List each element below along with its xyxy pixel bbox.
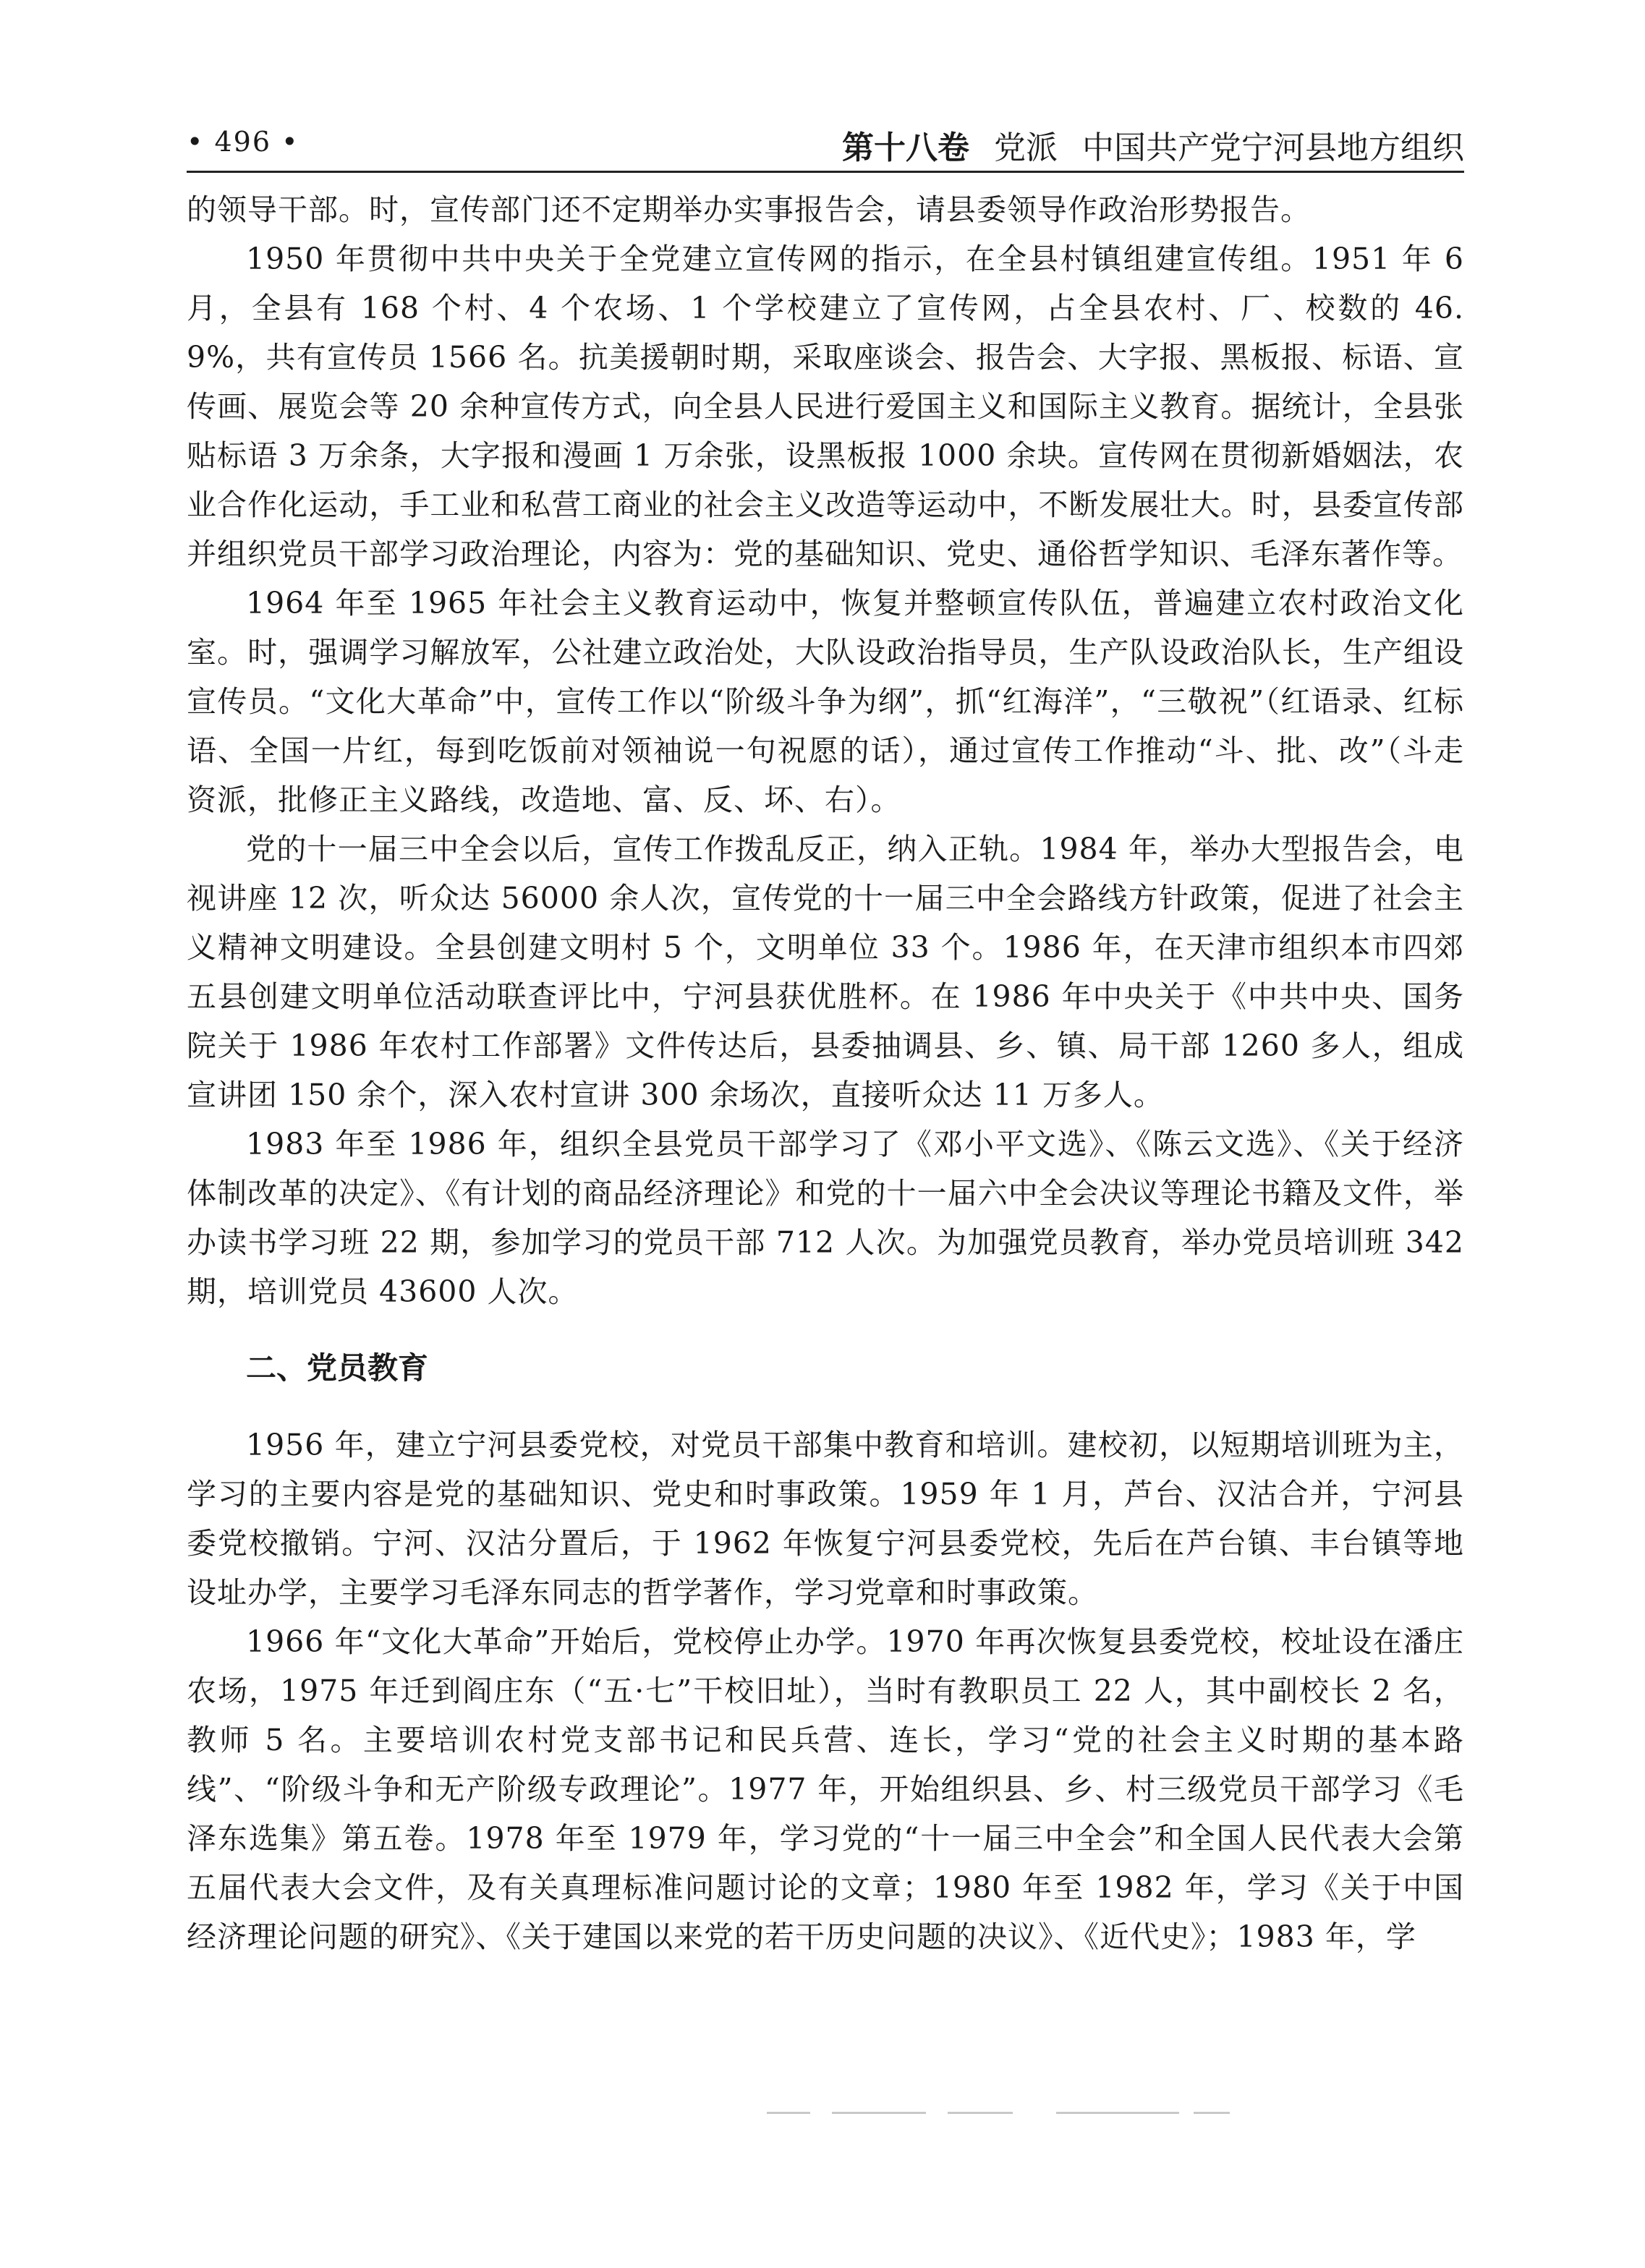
page-number: • 496 • [187, 126, 299, 158]
section-heading: 二、党员教育 [246, 1350, 429, 1386]
page-header [187, 116, 1464, 166]
volume-label: 第十八卷 [842, 129, 969, 166]
scan-speck [832, 2112, 926, 2114]
scan-artifact [767, 2112, 1230, 2118]
header-divider [187, 171, 1464, 173]
paragraph: 1964 年至 1965 年社会主义教育运动中，恢复并整顿宣传队伍，普遍建立农村政治文化室。时，强调学习解放军，公社建立政治处，大队设政治指导员，生产队设政治队长，生产组设宣传员。“文化大革命”中，宣传工作以“阶级斗争为纲”，抓“红海洋”，“三敬祝”（红语录、红标语、全国一片红，每到吃饭前对领袖说一句祝愿的话），通过宣传工作推动“斗、批、改”（斗走资派，批修正主义路线，改造地、富、反、坏、右）。 [187, 586, 1464, 817]
running-title [842, 122, 1464, 168]
paragraph: 党的十一届三中全会以后，宣传工作拨乱反正，纳入正轨。1984 年，举办大型报告会，电视讲座 12 次，听众达 56000 余人次，宣传党的十一届三中全会路线方针政策，促进了社会主义精神文明建设。全县创建文明村 5 个，文明单位 33 个。1986 年，在天津市组织本市四郊五县创建文明单位活动联查评比中，宁河县获优胜杯。在 1986 年中央关于《中共中央、国务院关于 1986 年农村工作部署》文件传达后，县委抽调县、乡、镇、局干部 1260 多人，组成宣讲团 150 余个，深入农村宣讲 300 余场次，直接听众达 11 万多人。 [187, 832, 1464, 1112]
body-text [187, 185, 1464, 1961]
paragraph: 的领导干部。时，宣传部门还不定期举办实事报告会，请县委领导作政治形势报告。 [187, 192, 1311, 227]
paragraph: 1950 年贯彻中共中央关于全党建立宣传网的指示，在全县村镇组建宣传组。1951 年 6 月，全县有 168 个村、4 个农场、1 个学校建立了宣传网，占全县农村、厂、校数的 46. 9%，共有宣传员 1566 名。抗美援朝时期，采取座谈会、报告会、大字报、黑板报、标语、宣传画、展览会等 20 余种宣传方式，向全县人民进行爱国主义和国际主义教育。据统计，全县张贴标语 3 万余条，大字报和漫画 1 万余张，设黑板报 1000 余块。宣传网在贯彻新婚姻法，农业合作化运动，手工业和私营工商业的社会主义改造等运动中，不断发展壮大。时，县委宣传部并组织党员干部学习政治理论，内容为：党的基础知识、党史、通俗哲学知识、毛泽东著作等。 [187, 242, 1464, 571]
scan-speck [767, 2112, 810, 2114]
chapter-label: 中国共产党宁河县地方组织 [1082, 129, 1464, 166]
paragraph: 1983 年至 1986 年，组织全县党员干部学习了《邓小平文选》、《陈云文选》、《关于经济体制改革的决定》、《有计划的商品经济理论》和党的十一届六中全会决议等理论书籍及文件，举办读书学习班 22 期，参加学习的党员干部 712 人次。为加强党员教育，举办党员培训班 342 期，培训党员 43600 人次。 [187, 1127, 1464, 1309]
paragraph: 1966 年“文化大革命”开始后，党校停止办学。1970 年再次恢复县委党校，校址设在潘庄农场，1975 年迁到阎庄东（“五·七”干校旧址），当时有教职员工 22 人，其中副校长 2 名，教师 5 名。主要培训农村党支部书记和民兵营、连长，学习“党的社会主义时期的基本路线”、“阶级斗争和无产阶级专政理论”。1977 年，开始组织县、乡、村三级党员干部学习《毛泽东选集》第五卷。1978 年至 1979 年，学习党的“十一届三中全会”和全国人民代表大会第五届代表大会文件，及有关真理标准问题讨论的文章；1980 年至 1982 年，学习《关于中国经济理论问题的研究》、《关于建国以来党的若干历史问题的决议》、《近代史》；1983 年，学 [187, 1624, 1464, 1954]
scan-speck [1194, 2112, 1230, 2114]
paragraph: 1956 年，建立宁河县委党校，对党员干部集中教育和培训。建校初，以短期培训班为主，学习的主要内容是党的基础知识、党史和时事政策。1959 年 1 月，芦台、汉沽合并，宁河县委党校撤销。宁河、汉沽分置后，于 1962 年恢复宁河县委党校，先后在芦台镇、丰台镇等地设址办学，主要学习毛泽东同志的哲学著作，学习党章和时事政策。 [187, 1428, 1464, 1610]
scan-speck [1056, 2112, 1179, 2114]
scan-speck [948, 2112, 1013, 2114]
section-label: 党派 [994, 129, 1058, 166]
